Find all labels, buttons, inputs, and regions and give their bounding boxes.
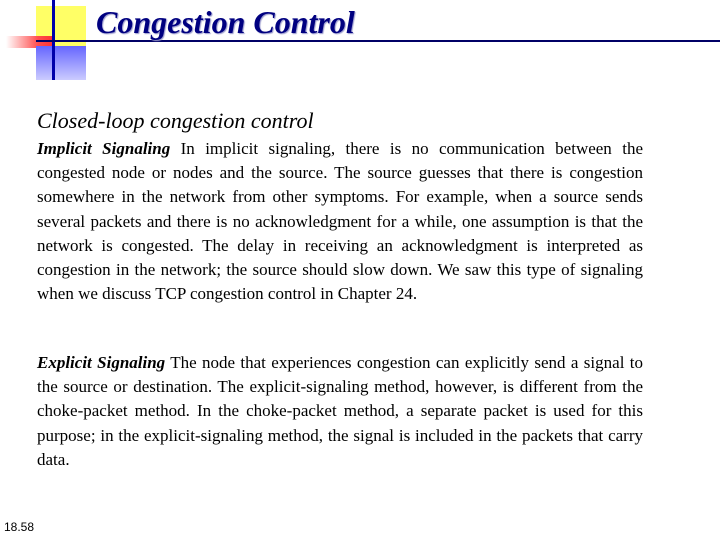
paragraph-implicit-signaling	[37, 137, 643, 306]
page-number: 18.58	[4, 520, 35, 534]
slide-subtitle: Closed-loop congestion control	[37, 108, 314, 133]
logo-blue-block	[36, 46, 86, 80]
paragraph-lead-implicit: Implicit Signaling	[37, 139, 171, 158]
paragraph-body-implicit: In implicit signaling, there is no communication between the congested node or nodes and the source. The source guesses that there is congestion somewhere in the network from other symptoms. For example, when a source sends several packets and there is no acknowledgment for a while, one assumption is that the network is congested. The delay in receiving an acknowledgment is interpreted as congestion in the network; the source should slow down. We saw this type of signaling when we discuss TCP congestion control in Chapter 24.	[37, 139, 643, 304]
slide-title: Congestion Control	[96, 4, 355, 40]
paragraph-lead-explicit: Explicit Signaling	[37, 353, 166, 372]
paragraph-explicit-signaling	[37, 351, 643, 472]
paragraph-body-explicit: The node that experiences congestion can explicitly send a signal to the source or destination. The explicit-signaling method, however, is different from the choke-packet method. In the choke-packet method, a separate packet is used for this purpose; in the explicit-signaling method, the signal is included in the packets that carry data.	[37, 353, 643, 469]
